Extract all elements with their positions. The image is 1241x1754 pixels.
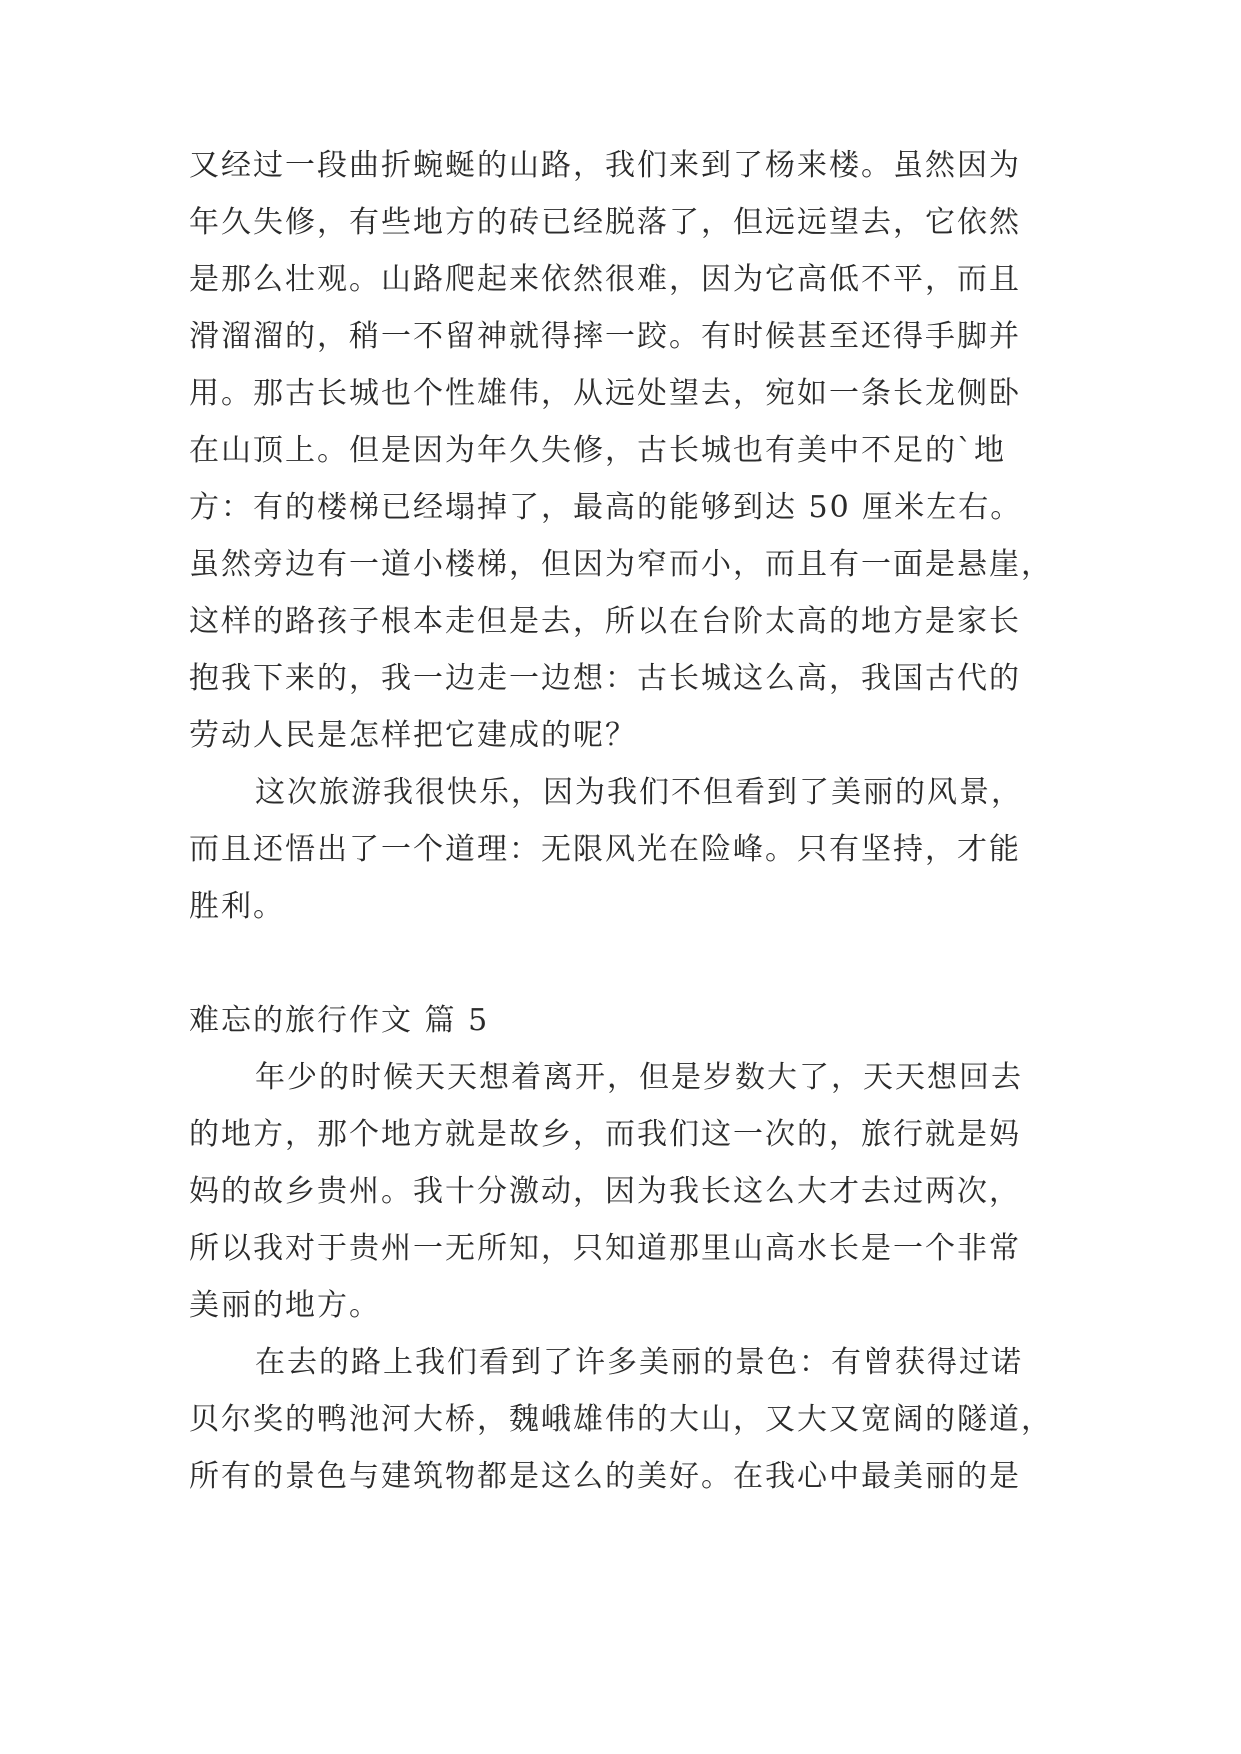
paragraph-line: 这次旅游我很快乐，因为我们不但看到了美丽的风景， [255, 775, 1023, 810]
section-heading: 难忘的旅行作文 篇 5 [189, 1003, 490, 1038]
paragraph-line: 在去的路上我们看到了许多美丽的景色：有曾获得过诺 [255, 1345, 1023, 1380]
paragraph-line: 又经过一段曲折蜿蜒的山路，我们来到了杨来楼。虽然因为 [189, 148, 1021, 183]
paragraph-line: 所有的景色与建筑物都是这么的美好。在我心中最美丽的是 [189, 1459, 1021, 1494]
paragraph-line: 年久失修，有些地方的砖已经脱落了，但远远望去，它依然 [189, 205, 1021, 240]
paragraph-line: 在山顶上。但是因为年久失修，古长城也有美中不足的`地 [189, 433, 1006, 468]
paragraph-line: 美丽的地方。 [189, 1288, 381, 1323]
paragraph-line: 的地方，那个地方就是故乡，而我们这一次的，旅行就是妈 [189, 1117, 1021, 1152]
paragraph-line: 贝尔奖的鸭池河大桥，魏峨雄伟的大山，又大又宽阔的隧道， [189, 1402, 1053, 1437]
paragraph-line: 妈的故乡贵州。我十分激动，因为我长这么大才去过两次， [189, 1174, 1021, 1209]
paragraph-line: 滑溜溜的，稍一不留神就得摔一跤。有时候甚至还得手脚并 [189, 319, 1021, 354]
document-body [189, 0, 1051, 1754]
paragraph-line: 这样的路孩子根本走但是去，所以在台阶太高的地方是家长 [189, 604, 1021, 639]
paragraph-line: 而且还悟出了一个道理：无限风光在险峰。只有坚持，才能 [189, 832, 1021, 867]
paragraph-line: 虽然旁边有一道小楼梯，但因为窄而小，而且有一面是悬崖， [189, 547, 1053, 582]
paragraph-line: 所以我对于贵州一无所知，只知道那里山高水长是一个非常 [189, 1231, 1021, 1266]
paragraph-line: 抱我下来的，我一边走一边想：古长城这么高，我国古代的 [189, 661, 1021, 696]
paragraph-line: 劳动人民是怎样把它建成的呢？ [189, 718, 637, 753]
paragraph-line: 胜利。 [189, 889, 285, 924]
paragraph-line: 方：有的楼梯已经塌掉了，最高的能够到达 50 厘米左右。 [189, 490, 1023, 525]
paragraph-line: 用。那古长城也个性雄伟，从远处望去，宛如一条长龙侧卧 [189, 376, 1021, 411]
paragraph-line: 是那么壮观。山路爬起来依然很难，因为它高低不平，而且 [189, 262, 1021, 297]
paragraph-line: 年少的时候天天想着离开，但是岁数大了，天天想回去 [255, 1060, 1023, 1095]
